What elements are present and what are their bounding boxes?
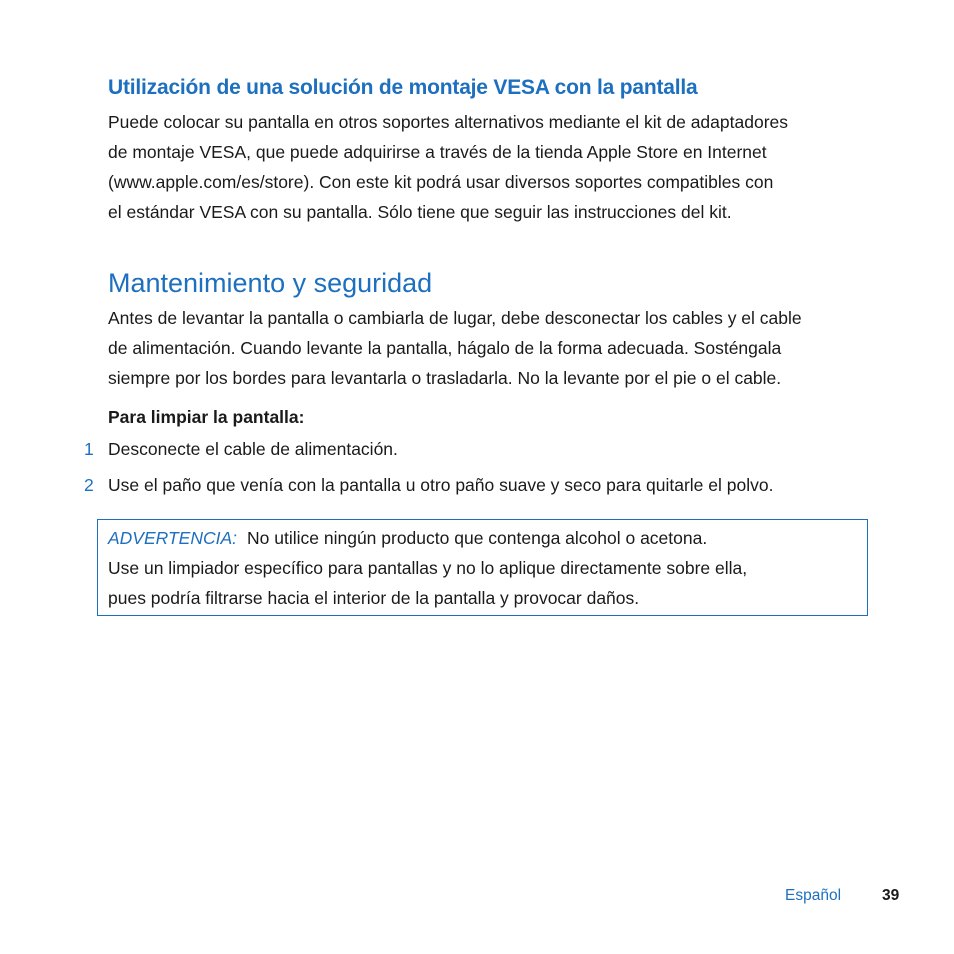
- warning-line: [108, 523, 747, 553]
- vesa-paragraph: [108, 107, 788, 227]
- step-number: 1: [84, 439, 94, 459]
- page-number: 39: [882, 887, 900, 904]
- maintenance-paragraph: [108, 303, 802, 393]
- step-text: Desconecte el cable de alimentación.: [108, 439, 398, 459]
- cleaning-subheading: Para limpiar la pantalla:: [108, 407, 305, 427]
- paragraph-line: Puede colocar su pantalla en otros soportes alternativos mediante el kit de adaptadores: [108, 112, 789, 132]
- warning-label: ADVERTENCIA:: [108, 528, 238, 548]
- warning-text: [108, 523, 747, 613]
- warning-line: Use un limpiador específico para pantallas y no lo aplique directamente sobre ella,: [108, 558, 748, 578]
- section-heading-maintenance: Mantenimiento y seguridad: [108, 268, 433, 298]
- step-number: 2: [84, 475, 94, 495]
- paragraph-line: (www.apple.com/es/store). Con este kit podrá usar diversos soportes compatibles con: [108, 172, 774, 192]
- paragraph-line: siempre por los bordes para levantarla o trasladarla. No la levante por el pie o el cable.: [108, 368, 782, 388]
- paragraph-line: de alimentación. Cuando levante la pantalla, hágalo de la forma adecuada. Sosténgala: [108, 338, 782, 358]
- paragraph-line: Antes de levantar la pantalla o cambiarla de lugar, debe desconectar los cables y el cable: [108, 308, 802, 328]
- section-heading-vesa: Utilización de una solución de montaje VESA con la pantalla: [108, 76, 698, 99]
- warning-line-text: No utilice ningún producto que contenga alcohol o acetona.: [247, 528, 708, 548]
- paragraph-line: de montaje VESA, que puede adquirirse a través de la tienda Apple Store en Internet: [108, 142, 767, 162]
- warning-line: pues podría filtrarse hacia el interior de la pantalla y provocar daños.: [108, 588, 640, 608]
- step-text: Use el paño que venía con la pantalla u otro paño suave y seco para quitarle el polvo.: [108, 475, 774, 495]
- footer-language: Español: [785, 887, 842, 904]
- paragraph-line: el estándar VESA con su pantalla. Sólo tiene que seguir las instrucciones del kit.: [108, 202, 732, 222]
